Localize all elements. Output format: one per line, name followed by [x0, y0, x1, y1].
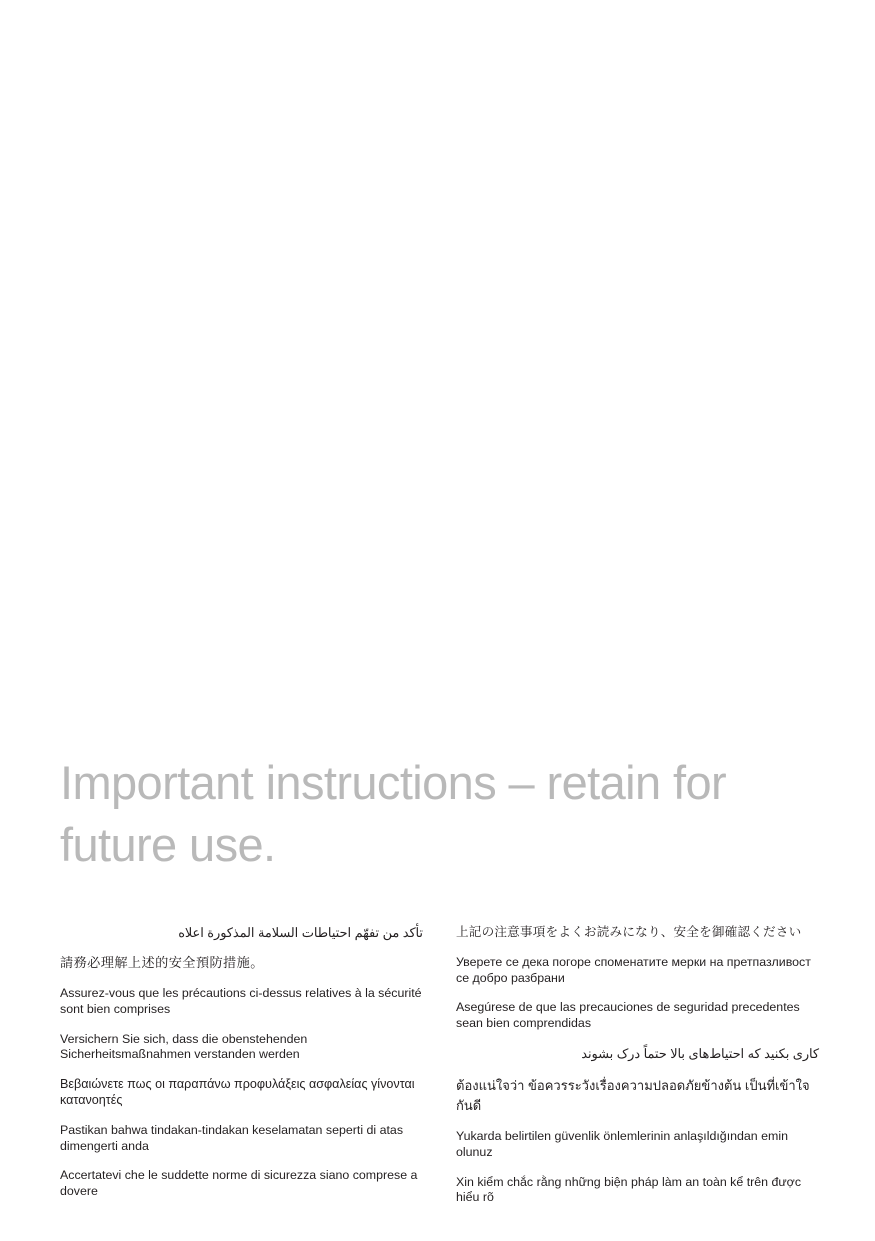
notice-line-german: Versichern Sie sich, dass die obenstehenden Sicherheitsmaßnahmen verstanden werden: [60, 1031, 308, 1062]
notice-line-french: Assurez-vous que les précautions ci-dessus relatives à la sécurité sont bien comprises: [60, 986, 422, 1016]
notice-line-indonesian: Pastikan bahwa tindakan-tindakan keselamatan seperti di atas dimengerti anda: [60, 1122, 404, 1153]
left-column: [60, 925, 423, 1206]
notice-line-japanese: 上記の注意事項をよくお読みになり、安全を御確認ください: [456, 925, 802, 939]
notice-line-arabic: تأكد من تفهّم احتياطات السلامة المذكورة اعلاه: [178, 925, 423, 940]
notice-line-vietnamese: Xin kiểm chắc rằng những biện pháp làm an toàn kể trên được hiểu rõ: [456, 1174, 802, 1205]
notice-line-turkish: Yukarda belirtilen güvenlik önlemlerinin anlaşıldığından emin olunuz: [456, 1129, 788, 1159]
notice-line-italian: Accertatevi che le suddette norme di sicurezza siano comprese a dovere: [60, 1168, 418, 1199]
notice-line-thai: ต้องแน่ใจว่า ข้อควรระวังเรื่องความปลอดภัยข้างต้น เป็นที่เข้าใจกันดี: [456, 1078, 810, 1113]
safety-notice-columns: [60, 925, 820, 1206]
notice-line-persian: کاری بکنید که احتیاط‌های بالا حتماً درک بشوند: [581, 1045, 819, 1061]
notice-line-macedonian: Уверете се дека погоре споменатите мерки на претпазливост се добро разбрани: [456, 954, 811, 985]
notice-line-spanish: Asegúrese de que las precauciones de seguridad precedentes sean bien comprendidas: [456, 1000, 800, 1031]
notice-line-chinese-traditional: 請務必理解上述的安全預防措施。: [60, 955, 264, 971]
page-title: Important instructions – retain for future use.: [60, 756, 727, 872]
notice-line-greek: Βεβαιώνετε πως οι παραπάνω προφυλάξεις ασφαλείας γίνονται κατανοητές: [60, 1077, 415, 1107]
right-column: [456, 925, 819, 1206]
